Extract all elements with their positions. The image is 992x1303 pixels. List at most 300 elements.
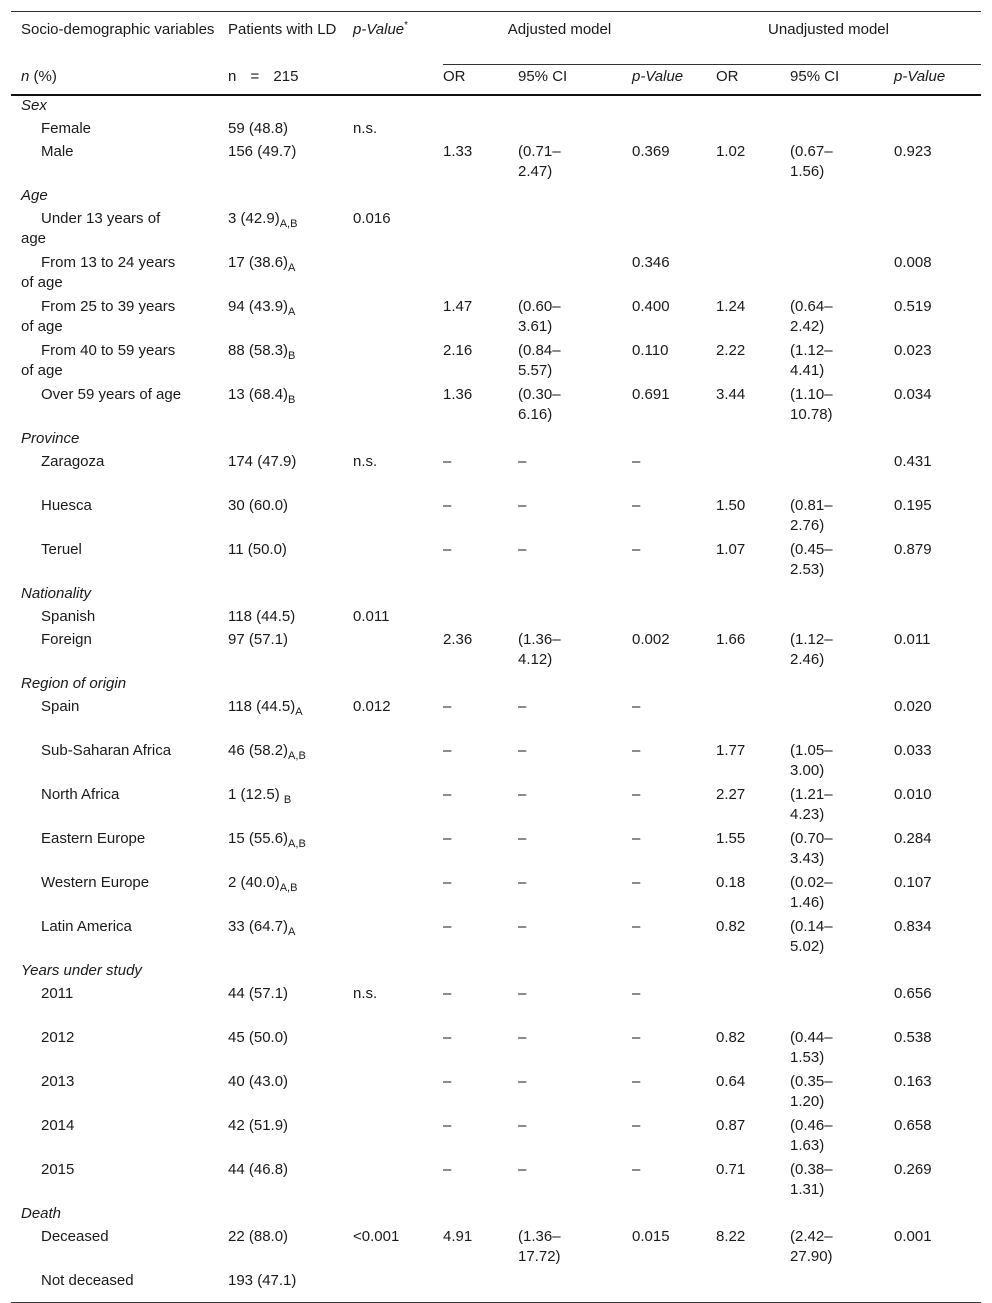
row-patients-group: A	[288, 262, 296, 274]
subheader-unadj-or: OR	[716, 65, 790, 96]
row-patients-value: 94 (43.9)	[228, 298, 289, 315]
row-patients-value: 156 (49.7)	[228, 143, 297, 160]
row-unadj-or	[716, 1271, 790, 1303]
subheader-n-italic: n	[21, 67, 30, 85]
row-label	[11, 496, 228, 540]
table-row	[11, 785, 981, 829]
row-label	[11, 873, 228, 917]
row-adj-p: –	[632, 742, 641, 759]
row-adj-ci: (1.36–17.72)	[518, 1228, 561, 1265]
row-label-text: Male	[41, 143, 74, 160]
row-label-text: Over 59 years of age	[41, 386, 182, 403]
row-label	[11, 253, 228, 297]
row-adj-ci	[518, 209, 632, 253]
row-label	[11, 1160, 228, 1204]
table-row	[11, 385, 981, 429]
row-patients-group: A,B	[288, 838, 306, 850]
category-label: Death	[21, 1205, 62, 1222]
row-adj-p: –	[632, 541, 641, 558]
table-row	[11, 496, 981, 540]
row-unadj-p: 0.023	[894, 342, 932, 359]
table-row	[11, 741, 981, 785]
row-unadj-p	[894, 607, 981, 630]
row-label-text: Spanish	[41, 608, 96, 625]
row-pvalue: 0.012	[353, 698, 391, 715]
row-unadj-or	[716, 209, 790, 253]
row-unadj-p	[894, 1271, 981, 1303]
row-patients-value: 22 (88.0)	[228, 1228, 289, 1245]
category-row	[11, 674, 981, 697]
row-adj-p: –	[632, 918, 641, 935]
row-label-text: Western Europe	[41, 874, 150, 891]
row-label-text: 2011	[41, 985, 74, 1002]
row-adj-ci: –	[518, 918, 527, 935]
row-label	[11, 1271, 228, 1303]
row-patients	[228, 1160, 353, 1204]
row-label-text: Spain	[41, 698, 80, 715]
row-label	[11, 697, 228, 741]
row-adj-ci: –	[518, 985, 527, 1002]
row-label-text: 2015	[41, 1161, 75, 1178]
row-unadj-p: 0.879	[894, 541, 932, 558]
row-adj-p: 0.346	[632, 254, 670, 271]
row-unadj-or	[716, 452, 790, 496]
row-unadj-p: 0.001	[894, 1228, 932, 1245]
row-adj-ci: (1.36–4.12)	[518, 631, 561, 668]
category-label: Years under study	[21, 962, 142, 979]
row-adj-p: –	[632, 985, 641, 1002]
row-adj-ci: –	[518, 698, 527, 715]
table-row	[11, 119, 981, 142]
row-patients-group: A	[288, 926, 296, 938]
row-label-text: Teruel	[41, 541, 82, 558]
row-unadj-ci	[790, 452, 894, 496]
row-patients-value: 30 (60.0)	[228, 497, 289, 514]
row-patients-value: 1 (12.5)	[228, 786, 284, 803]
row-unadj-p: 0.107	[894, 874, 932, 891]
row-patients-value: 2 (40.0)	[228, 874, 280, 891]
row-adj-or	[443, 209, 518, 253]
row-patients-value: 40 (43.0)	[228, 1073, 289, 1090]
row-adj-ci: –	[518, 453, 527, 470]
data-table	[11, 11, 981, 1303]
row-patients-value: 193 (47.1)	[228, 1272, 297, 1289]
row-adj-p: –	[632, 1117, 641, 1134]
row-patients-value: 46 (58.2)	[228, 742, 289, 759]
row-patients	[228, 1271, 353, 1303]
row-pvalue	[353, 1160, 443, 1204]
category-label: Region of origin	[21, 675, 127, 692]
row-label-text: Huesca	[41, 497, 92, 514]
row-unadj-p	[894, 119, 981, 142]
row-unadj-or: 8.22	[716, 1228, 746, 1245]
row-label	[11, 1028, 228, 1072]
row-adj-ci: –	[518, 541, 527, 558]
row-adj-p: 0.400	[632, 298, 670, 315]
table-row	[11, 540, 981, 584]
row-unadj-ci: (0.67–1.56)	[790, 143, 833, 180]
row-unadj-p: 0.923	[894, 143, 932, 160]
row-label-text: Deceased	[41, 1228, 109, 1245]
row-label-text: From 40 to 59 years of age	[21, 342, 176, 379]
row-adj-or: –	[443, 453, 452, 470]
row-label-text: Not deceased	[41, 1272, 134, 1289]
row-patients-value: 45 (50.0)	[228, 1029, 289, 1046]
row-adj-or: –	[443, 497, 452, 514]
row-pvalue	[353, 917, 443, 961]
row-adj-or: –	[443, 918, 452, 935]
table-header	[11, 12, 981, 96]
row-unadj-p: 0.834	[894, 918, 932, 935]
row-unadj-ci: (1.21–4.23)	[790, 786, 833, 823]
row-unadj-ci	[790, 607, 894, 630]
row-patients	[228, 452, 353, 496]
row-unadj-ci	[790, 1271, 894, 1303]
row-label	[11, 607, 228, 630]
row-label	[11, 297, 228, 341]
row-adj-or: –	[443, 830, 452, 847]
row-label-text: Female	[41, 120, 92, 137]
row-label	[11, 385, 228, 429]
row-patients-group: B	[283, 794, 292, 806]
row-patients	[228, 209, 353, 253]
table-row	[11, 1028, 981, 1072]
row-unadj-p: 0.538	[894, 1029, 932, 1046]
subheader-adj-ci: 95% CI	[518, 65, 632, 96]
row-patients	[228, 253, 353, 297]
table-row	[11, 253, 981, 297]
row-adj-ci	[518, 1271, 632, 1303]
row-patients-group: A	[288, 306, 296, 318]
table-body	[11, 95, 981, 1303]
row-unadj-or: 1.66	[716, 631, 746, 648]
row-unadj-p	[894, 209, 981, 253]
table-row	[11, 1227, 981, 1271]
row-pvalue	[353, 297, 443, 341]
header-variables: Socio-demographic variables	[11, 12, 228, 65]
row-adj-or	[443, 253, 518, 297]
row-unadj-ci	[790, 209, 894, 253]
row-label-text: 2012	[41, 1029, 75, 1046]
row-patients-group: B	[288, 394, 296, 406]
row-unadj-p: 0.008	[894, 254, 932, 271]
row-pvalue	[353, 496, 443, 540]
row-adj-p: 0.369	[632, 143, 670, 160]
row-adj-p	[632, 209, 716, 253]
row-unadj-ci: (1.05–3.00)	[790, 742, 833, 779]
row-patients	[228, 829, 353, 873]
category-label: Age	[21, 187, 48, 204]
row-unadj-or: 1.77	[716, 742, 746, 759]
row-pvalue	[353, 1072, 443, 1116]
row-patients-value: 17 (38.6)	[228, 254, 289, 271]
row-label	[11, 829, 228, 873]
table-row	[11, 630, 981, 674]
table-row	[11, 984, 981, 1028]
table-row	[11, 142, 981, 186]
row-adj-p: 0.015	[632, 1228, 670, 1245]
header-pvalue-text: p-Value	[353, 21, 405, 38]
row-adj-ci: –	[518, 1073, 527, 1090]
row-patients	[228, 119, 353, 142]
row-label	[11, 984, 228, 1028]
header-patients: Patients with LD	[228, 12, 353, 65]
row-patients-value: 174 (47.9)	[228, 453, 297, 470]
row-pvalue	[353, 785, 443, 829]
row-adj-ci: –	[518, 1161, 527, 1178]
row-unadj-ci: (0.81–2.76)	[790, 497, 833, 534]
row-unadj-ci: (1.10–10.78)	[790, 386, 833, 423]
row-label	[11, 917, 228, 961]
row-label-text: Under 13 years of age	[21, 210, 161, 247]
row-adj-or	[443, 607, 518, 630]
row-unadj-ci	[790, 697, 894, 741]
row-unadj-or: 0.87	[716, 1117, 746, 1134]
row-unadj-or: 0.82	[716, 918, 746, 935]
row-unadj-or: 1.07	[716, 541, 746, 558]
row-unadj-or: 0.82	[716, 1029, 746, 1046]
row-unadj-ci	[790, 119, 894, 142]
row-unadj-p: 0.658	[894, 1117, 932, 1134]
row-patients	[228, 630, 353, 674]
row-adj-ci: (0.71–2.47)	[518, 143, 561, 180]
category-row	[11, 186, 981, 209]
table-row	[11, 297, 981, 341]
row-patients-value: 13 (68.4)	[228, 386, 289, 403]
row-patients-group: A,B	[288, 750, 306, 762]
row-pvalue	[353, 1116, 443, 1160]
row-adj-ci: (0.84–5.57)	[518, 342, 561, 379]
row-pvalue	[353, 142, 443, 186]
row-unadj-ci: (1.12–2.46)	[790, 631, 833, 668]
row-adj-ci: –	[518, 830, 527, 847]
row-adj-ci: –	[518, 497, 527, 514]
row-adj-or: –	[443, 1029, 452, 1046]
row-unadj-or: 1.55	[716, 830, 746, 847]
row-label	[11, 1072, 228, 1116]
row-unadj-ci: (0.46–1.63)	[790, 1117, 833, 1154]
table-row	[11, 341, 981, 385]
row-unadj-or: 3.44	[716, 386, 746, 403]
row-adj-or: –	[443, 985, 452, 1002]
header-unadjusted: Unadjusted model	[716, 12, 981, 65]
table-row	[11, 873, 981, 917]
row-patients	[228, 1028, 353, 1072]
subheader-adj-p	[632, 65, 716, 96]
row-pvalue	[353, 341, 443, 385]
row-patients-group: B	[288, 350, 296, 362]
row-adj-ci: –	[518, 786, 527, 803]
row-pvalue: 0.011	[353, 608, 390, 625]
row-adj-p: 0.691	[632, 386, 670, 403]
row-patients-group: A	[295, 706, 303, 718]
row-patients-value: 15 (55.6)	[228, 830, 289, 847]
row-unadj-p: 0.269	[894, 1161, 932, 1178]
row-label-text: Zaragoza	[41, 453, 105, 470]
row-pvalue	[353, 385, 443, 429]
row-pvalue	[353, 540, 443, 584]
row-adj-or: 1.33	[443, 143, 473, 160]
table-row	[11, 697, 981, 741]
row-patients-value: 59 (48.8)	[228, 120, 289, 137]
row-patients-value: 3 (42.9)	[228, 210, 280, 227]
row-pvalue	[353, 1271, 443, 1303]
header-adjusted: Adjusted model	[443, 12, 716, 65]
subheader-n-unit: (%)	[29, 67, 57, 85]
row-label	[11, 142, 228, 186]
row-unadj-ci: (2.42–27.90)	[790, 1228, 833, 1265]
row-adj-p: –	[632, 453, 641, 470]
row-label	[11, 341, 228, 385]
row-patients	[228, 917, 353, 961]
row-adj-p	[632, 119, 716, 142]
row-unadj-ci	[790, 984, 894, 1028]
row-adj-or: –	[443, 541, 452, 558]
row-adj-ci: –	[518, 742, 527, 759]
row-pvalue: 0.016	[353, 210, 391, 227]
row-pvalue	[353, 829, 443, 873]
subheader-n-value-text: n = 215	[228, 67, 299, 85]
header-pvalue-mark: *	[404, 20, 409, 31]
row-patients-value: 33 (64.7)	[228, 918, 289, 935]
row-patients-value: 97 (57.1)	[228, 631, 289, 648]
row-patients-value: 42 (51.9)	[228, 1117, 289, 1134]
row-adj-or: 2.36	[443, 631, 473, 648]
row-adj-p: –	[632, 1161, 641, 1178]
table-row	[11, 1116, 981, 1160]
row-adj-p: 0.110	[632, 342, 669, 359]
row-adj-p: –	[632, 786, 641, 803]
category-label: Sex	[21, 97, 47, 114]
row-patients	[228, 1116, 353, 1160]
subheader-adj-p-text: p-Value	[632, 68, 684, 85]
row-adj-ci: –	[518, 1029, 527, 1046]
row-patients	[228, 785, 353, 829]
row-unadj-or: 1.24	[716, 298, 746, 315]
row-adj-p: –	[632, 698, 641, 715]
row-adj-or: –	[443, 1161, 452, 1178]
row-adj-or: –	[443, 1117, 452, 1134]
table-row	[11, 607, 981, 630]
row-unadj-or	[716, 607, 790, 630]
table-row	[11, 917, 981, 961]
row-adj-or: –	[443, 742, 452, 759]
subheader-n-value	[228, 65, 353, 96]
row-unadj-p: 0.163	[894, 1073, 932, 1090]
row-adj-ci: –	[518, 874, 527, 891]
row-unadj-or: 1.02	[716, 143, 746, 160]
row-unadj-or: 0.64	[716, 1073, 746, 1090]
row-patients-value: 44 (46.8)	[228, 1161, 289, 1178]
category-label: Province	[21, 430, 80, 447]
row-pvalue: n.s.	[353, 985, 378, 1002]
row-label-text: North Africa	[41, 786, 120, 803]
row-adj-ci	[518, 607, 632, 630]
category-row	[11, 961, 981, 984]
row-unadj-p: 0.284	[894, 830, 932, 847]
row-patients-value: 118 (44.5)	[228, 698, 296, 715]
row-pvalue	[353, 741, 443, 785]
row-unadj-or: 0.71	[716, 1161, 746, 1178]
row-patients-value: 118 (44.5)	[228, 608, 296, 625]
row-adj-p	[632, 1271, 716, 1303]
row-adj-or: –	[443, 786, 452, 803]
row-label-text: From 13 to 24 years of age	[21, 254, 176, 291]
row-patients-value: 11 (50.0)	[228, 541, 287, 558]
subheader-adj-or: OR	[443, 65, 518, 96]
row-patients	[228, 984, 353, 1028]
row-unadj-p: 0.020	[894, 698, 932, 715]
row-unadj-or	[716, 697, 790, 741]
row-unadj-or: 2.22	[716, 342, 746, 359]
row-label	[11, 209, 228, 253]
row-unadj-or: 0.18	[716, 874, 746, 891]
row-unadj-p: 0.010	[894, 786, 932, 803]
table-row	[11, 1072, 981, 1116]
table-row	[11, 209, 981, 253]
row-pvalue	[353, 1028, 443, 1072]
row-adj-or	[443, 119, 518, 142]
row-adj-or	[443, 1271, 518, 1303]
table-row	[11, 1160, 981, 1204]
row-adj-ci: –	[518, 1117, 527, 1134]
row-pvalue	[353, 630, 443, 674]
row-unadj-p: 0.656	[894, 985, 932, 1002]
row-adj-p: –	[632, 1029, 641, 1046]
row-adj-or: –	[443, 1073, 452, 1090]
row-label-text: Sub-Saharan Africa	[41, 742, 172, 759]
row-adj-p: –	[632, 830, 641, 847]
row-adj-p: –	[632, 497, 641, 514]
category-row	[11, 95, 981, 119]
row-label	[11, 452, 228, 496]
row-unadj-ci: (0.44–1.53)	[790, 1029, 833, 1066]
row-unadj-or	[716, 119, 790, 142]
subheader-unadj-ci: 95% CI	[790, 65, 894, 96]
row-label	[11, 785, 228, 829]
header-pvalue	[353, 12, 443, 65]
row-pvalue: n.s.	[353, 120, 378, 137]
row-patients	[228, 385, 353, 429]
row-unadj-ci: (0.02–1.46)	[790, 874, 833, 911]
row-pvalue: n.s.	[353, 453, 378, 470]
row-patients	[228, 1072, 353, 1116]
category-label: Nationality	[21, 585, 92, 602]
row-adj-ci: (0.30–6.16)	[518, 386, 561, 423]
row-label-text: Eastern Europe	[41, 830, 146, 847]
row-unadj-ci: (0.70–3.43)	[790, 830, 833, 867]
row-adj-or: 1.47	[443, 298, 473, 315]
row-adj-ci: (0.60–3.61)	[518, 298, 561, 335]
row-label-text: 2014	[41, 1117, 75, 1134]
row-patients	[228, 341, 353, 385]
row-patients-value: 44 (57.1)	[228, 985, 289, 1002]
row-patients	[228, 142, 353, 186]
row-pvalue	[353, 873, 443, 917]
table-row	[11, 829, 981, 873]
row-patients	[228, 697, 353, 741]
row-adj-ci	[518, 253, 632, 297]
row-pvalue	[353, 253, 443, 297]
row-pvalue: <0.001	[353, 1228, 400, 1245]
subheader-unadj-p	[894, 65, 981, 96]
row-unadj-ci	[790, 253, 894, 297]
row-patients	[228, 297, 353, 341]
row-patients-group: A,B	[279, 218, 298, 230]
row-patients	[228, 540, 353, 584]
row-label	[11, 540, 228, 584]
row-unadj-or	[716, 253, 790, 297]
